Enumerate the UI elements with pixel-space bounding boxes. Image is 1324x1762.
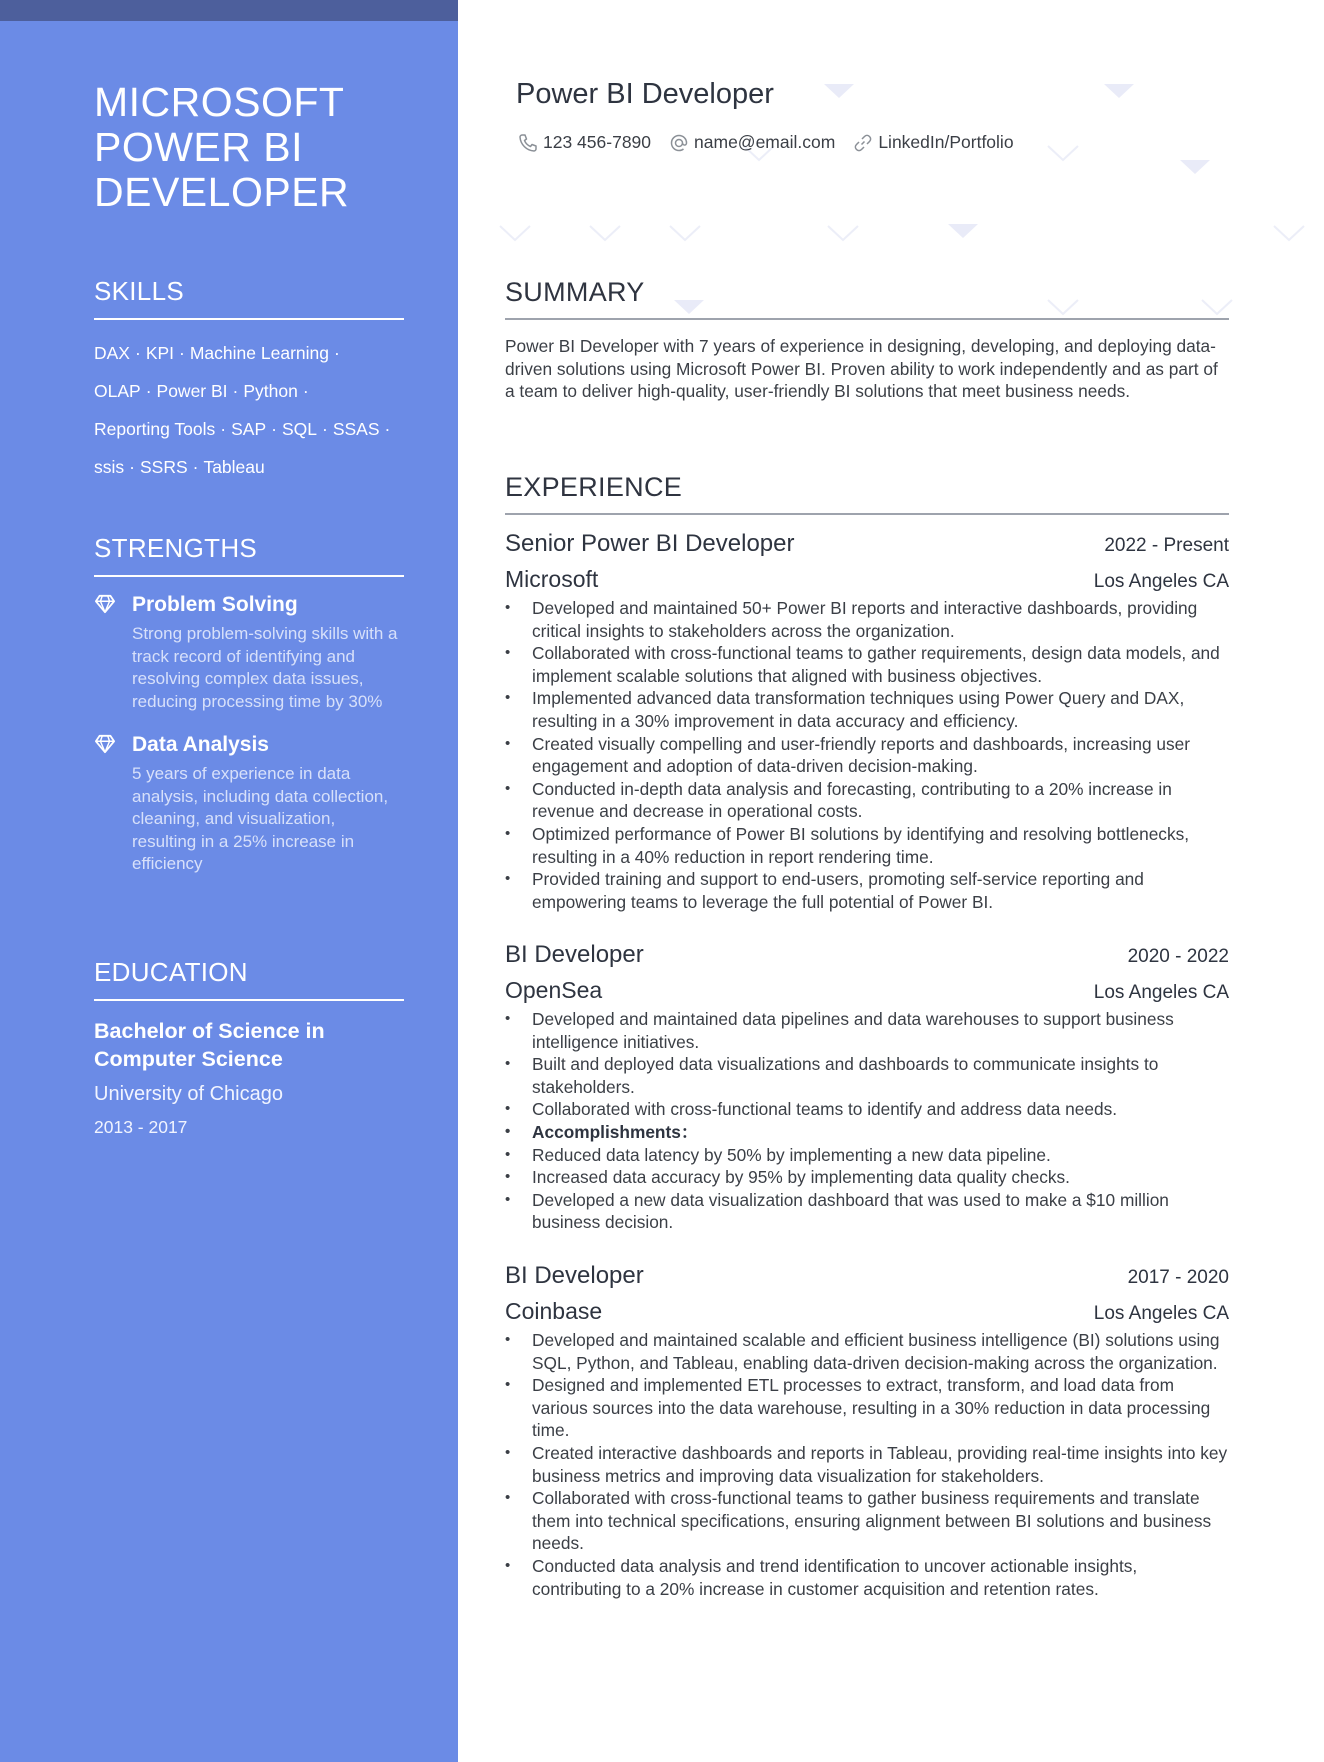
strength-item — [94, 731, 404, 876]
skill-item: ssis — [94, 457, 125, 477]
contact-link[interactable] — [853, 132, 1013, 153]
contact-row — [518, 132, 1032, 153]
job-title: Senior Power BI Developer — [505, 530, 795, 557]
bullet-item: • Designed and implemented ETL processes to extract, transform, and load data from various sources into the data warehouse, resulting in a 30% reduction in data processing time. — [505, 1374, 1229, 1442]
phone-text: 123 456-7890 — [543, 132, 652, 152]
skill-separator: · — [134, 343, 141, 363]
bullet-item: • Collaborated with cross-functional teams to gather business requirements and translate them into technical specifications, ensuring alignment between BI solutions and business needs. — [505, 1487, 1229, 1555]
contact-phone[interactable] — [518, 132, 651, 153]
skill-separator: · — [302, 381, 309, 401]
name-line: MICROSOFT — [94, 79, 345, 125]
bullet-item: • Collaborated with cross-functional teams to identify and address data needs. — [505, 1098, 1229, 1121]
bullet-item: • Conducted data analysis and trend identification to uncover actionable insights, contributing to a 20% increase in customer acquisition and retention rates. — [505, 1555, 1229, 1600]
job-dates: 2020 - 2022 — [1127, 946, 1229, 967]
diamond-icon — [94, 594, 116, 614]
sidebar — [0, 0, 458, 1762]
skill-item: OLAP — [94, 381, 141, 401]
job-headline: Power BI Developer — [516, 78, 774, 110]
bullet-item: • Conducted in-depth data analysis and forecasting, contributing to a 20% increase in revenue and decrease in operational costs. — [505, 778, 1229, 823]
job-dates: 2022 - Present — [1104, 535, 1229, 556]
bullet-item: • Reduced data latency by 50% by implementing a new data pipeline. — [505, 1144, 1229, 1167]
bullet-item: • Developed and maintained 50+ Power BI reports and interactive dashboards, providing critical insights to stakeholders across the organization. — [505, 597, 1229, 642]
skill-separator: · — [271, 419, 277, 439]
job-entry — [505, 1262, 1229, 1600]
education-years: 2013 - 2017 — [94, 1117, 188, 1137]
skills-section — [94, 276, 404, 486]
job-entry — [505, 530, 1229, 913]
skills-line — [94, 334, 404, 372]
skill-separator: · — [232, 381, 239, 401]
job-location: Los Angeles CA — [1093, 1303, 1229, 1324]
education-section — [94, 957, 404, 1139]
name-line: DEVELOPER — [94, 169, 350, 215]
skill-item: Tableau — [203, 457, 265, 477]
strength-description: 5 years of experience in data analysis, including data collection, cleaning, and visualization, resulting in a 25% increase in efficiency — [132, 764, 389, 873]
job-title: BI Developer — [505, 1262, 644, 1289]
job-entry — [505, 941, 1229, 1234]
bullet-item: • Developed a new data visualization dashboard that was used to make a $10 million business decision. — [505, 1189, 1229, 1234]
bullet-item: • Built and deployed data visualizations and dashboards to communicate insights to stakeholders. — [505, 1053, 1229, 1098]
bullet-item: • Increased data accuracy by 95% by implementing data quality checks. — [505, 1166, 1229, 1189]
job-bullets — [505, 1008, 1229, 1234]
education-title: EDUCATION — [94, 957, 404, 1001]
skill-separator: · — [192, 457, 199, 477]
job-location: Los Angeles CA — [1093, 982, 1229, 1003]
bullet-item: • Optimized performance of Power BI solutions by identifying and resolving bottlenecks, resulting in a 40% reduction in report rendering time. — [505, 823, 1229, 868]
summary-text: Power BI Developer with 7 years of experience in designing, developing, and deploying data-driven solutions using Microsoft Power BI. Proven ability to work independently and as part of a team to deliver high-quality, user-friendly BI solutions that meet business needs. — [505, 336, 1218, 402]
skill-separator: · — [220, 419, 227, 439]
company-name: Microsoft — [505, 566, 599, 592]
job-bullets — [505, 1329, 1229, 1600]
skills-line — [94, 448, 404, 486]
strength-item — [94, 591, 404, 713]
skill-item: Python — [243, 381, 298, 401]
skill-item: Reporting Tools — [94, 419, 216, 439]
skill-item: SQL — [281, 419, 317, 439]
strengths-title: STRENGTHS — [94, 533, 404, 577]
bullet-item: • Created interactive dashboards and reports in Tableau, providing real-time insights into key business metrics and improving data visualization for stakeholders. — [505, 1442, 1229, 1487]
bullet-item: • Implemented advanced data transformation techniques using Power Query and DAX, resulting in a 30% improvement in data accuracy and efficiency. — [505, 687, 1229, 732]
skill-item: Machine Learning — [189, 343, 329, 363]
job-location: Los Angeles CA — [1093, 571, 1229, 592]
skill-separator: · — [145, 381, 152, 401]
education-school: University of Chicago — [94, 1083, 283, 1105]
strength-description: Strong problem-solving skills with a track record of identifying and resolving complex data issues, reducing processing time by 30% — [132, 624, 398, 711]
at-sign-icon — [669, 133, 689, 153]
bullet-item: • Collaborated with cross-functional teams to gather requirements, design data models, and implement scalable solutions that aligned with business objectives. — [505, 642, 1229, 687]
skill-item: SSAS — [332, 419, 380, 439]
strength-title: Problem Solving — [132, 593, 298, 616]
skill-separator: · — [384, 419, 391, 439]
skill-item: KPI — [145, 343, 175, 363]
job-dates: 2017 - 2020 — [1127, 1267, 1229, 1288]
contact-email[interactable] — [669, 132, 835, 153]
bullet-item: • Created visually compelling and user-friendly reports and dashboards, increasing user engagement and adoption of data-driven decision-making. — [505, 733, 1229, 778]
skill-item: DAX — [94, 343, 130, 363]
name-block — [94, 80, 404, 215]
company-name: Coinbase — [505, 1298, 603, 1324]
skill-separator: · — [129, 457, 135, 477]
name-line: POWER BI — [94, 124, 304, 170]
skills-list — [94, 334, 404, 486]
skill-separator: · — [333, 343, 340, 363]
skills-title: SKILLS — [94, 276, 404, 320]
bullet-item: • Developed and maintained data pipelines and data warehouses to support business intelligence initiatives. — [505, 1008, 1229, 1053]
bullet-item-heading: • Accomplishments： — [505, 1121, 1229, 1144]
skill-item: Power BI — [156, 381, 228, 401]
skill-separator: · — [322, 419, 328, 439]
job-bullets — [505, 597, 1229, 913]
skills-line — [94, 372, 404, 410]
experience-title: EXPERIENCE — [505, 472, 1229, 515]
skill-item: SAP — [231, 419, 267, 439]
skills-line — [94, 410, 404, 448]
company-name: OpenSea — [505, 977, 603, 1003]
bullet-item: • Developed and maintained scalable and efficient business intelligence (BI) solutions using SQL, Python, and Tableau, enabling data-driven decision-making across the organization. — [505, 1329, 1229, 1374]
link-text: LinkedIn/Portfolio — [878, 132, 1014, 152]
summary-title: SUMMARY — [505, 277, 1229, 320]
sidebar-top-bar — [0, 0, 458, 21]
job-title: BI Developer — [505, 941, 644, 968]
diamond-icon — [94, 734, 116, 754]
email-text: name@email.com — [694, 132, 836, 152]
strength-title: Data Analysis — [132, 733, 269, 756]
bullet-item: • Provided training and support to end-users, promoting self-service reporting and empowering teams to leverage the full potential of Power BI. — [505, 868, 1229, 913]
candidate-name — [94, 80, 404, 215]
strengths-section — [94, 533, 404, 876]
education-degree: Bachelor of Science in Computer Science — [94, 1019, 325, 1071]
link-icon — [853, 133, 873, 153]
skill-item: SSRS — [139, 457, 188, 477]
skill-separator: · — [179, 343, 185, 363]
phone-icon — [518, 133, 538, 153]
